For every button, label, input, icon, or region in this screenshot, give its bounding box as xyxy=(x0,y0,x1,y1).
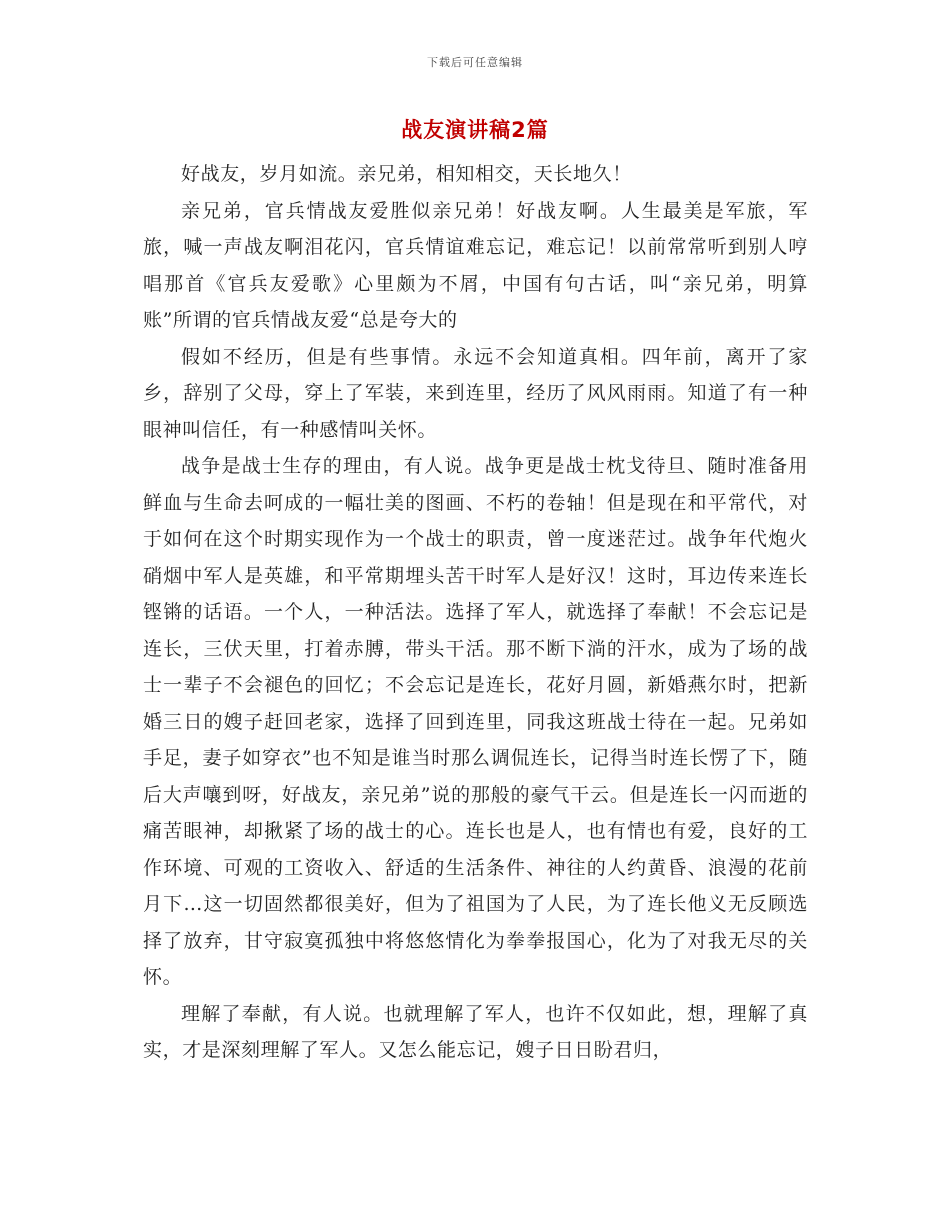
document-title: 战友演讲稿2篇 xyxy=(401,118,549,142)
paragraph: 好战友，岁月如流。亲兄弟，相知相交，天长地久！ xyxy=(181,163,632,185)
paragraph: 假如不经历，但是有些事情。永远不会知道真相。四年前，离开了家乡，辞别了父母，穿上了军装，来到连里，经历了风风雨雨。知道了有一种眼神叫信任，有一种感情叫关怀。 xyxy=(143,345,808,441)
header-note: 下载后可任意编辑 xyxy=(427,56,523,69)
paragraph: 理解了奉献，有人说。也就理解了军人，也许不仅如此，想，理解了真实，才是深刻理解了军人。又怎么能忘记，嫂子日日盼君归， xyxy=(143,1002,808,1061)
document-body xyxy=(143,156,808,1069)
paragraph: 战争是战士生存的理由，有人说。战争更是战士枕戈待旦、随时准备用鲜血与生命去呵成的一幅壮美的图画、不朽的卷轴！但是现在和平常代，对于如何在这个时期实现作为一个战士的职责，曾一度迷茫过。战争年代炮火硝烟中军人是英雄，和平常期埋头苦干时军人是好汉！这时，耳边传来连长铿锵的话语。一个人，一种活法。选择了军人，就选择了奉献！不会忘记是连长，三伏天里，打着赤膊，带头干活。那不断下淌的汗水，成为了场的战士一辈子不会褪色的回忆；不会忘记是连长，花好月圆，新婚燕尔时，把新婚三日的嫂子赶回老家，选择了回到连里，同我这班战士待在一起。兄弟如手足，妻子如穿衣”也不知是谁当时那么调侃连长，记得当时连长愣了下，随后大声嚷到呀，好战友，亲兄弟”说的那般的豪气干云。但是连长一闪而逝的痛苦眼神，却揪紧了场的战士的心。连长也是人，也有情也有爱，良好的工作环境、可观的工资收入、舒适的生活条件、神往的人约黄昏、浪漫的花前月下…这一切固然都很美好，但为了祖国为了人民，为了连长他义无反顾选择了放弃，甘守寂寞孤独中将悠悠情化为拳拳报国心，化为了对我无尽的关怀。 xyxy=(143,455,808,988)
paragraph: 亲兄弟，官兵情战友爱胜似亲兄弟！好战友啊。人生最美是军旅，军旅，喊一声战友啊泪花闪，官兵情谊难忘记，难忘记！以前常常听到别人哼唱那首《官兵友爱歌》心里颇为不屑，中国有句古话，叫“亲兄弟，明算账”所谓的官兵情战友爱“总是夸大的 xyxy=(143,199,808,331)
